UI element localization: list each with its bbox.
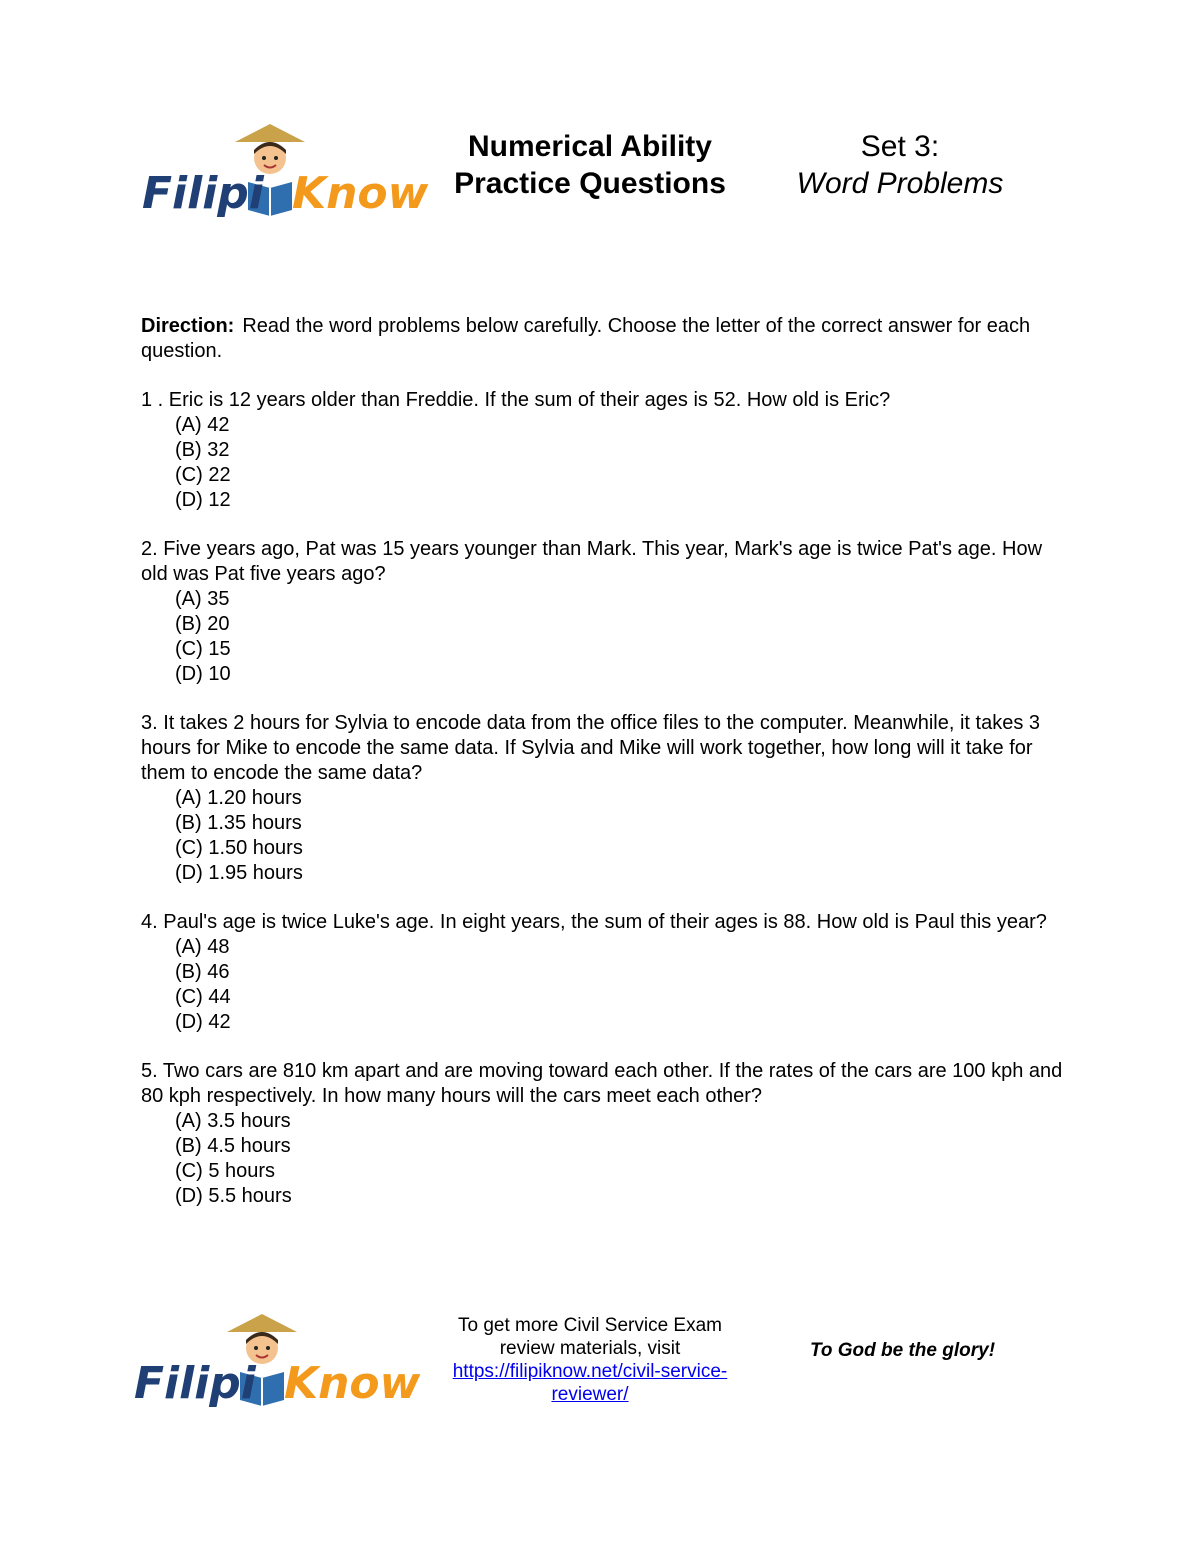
footer-tagline: To God be the glory! xyxy=(809,1340,996,1361)
question-3 xyxy=(141,711,1066,886)
choice-b: (B) 1.35 hours xyxy=(175,812,302,834)
choice-b: (B) 46 xyxy=(175,961,230,983)
filipiknow-logo xyxy=(140,120,429,220)
direction-text: Read the word problems below carefully. Choose the letter of the correct answer for each question. xyxy=(141,315,1031,362)
choice-a: (A) 48 xyxy=(175,936,230,958)
set-heading xyxy=(780,128,1020,202)
choice-d: (D) 10 xyxy=(175,663,231,685)
question-text: 1 . Eric is 12 years older than Freddie. If the sum of their ages is 52. How old is Eric? xyxy=(141,389,891,411)
choice-c: (C) 5 hours xyxy=(175,1160,276,1182)
choice-b: (B) 20 xyxy=(175,613,230,635)
reviewer-link-line-2[interactable]: reviewer/ xyxy=(551,1384,629,1405)
question-text: 2. Five years ago, Pat was 15 years younger than Mark. This year, Mark's age is twice Pat's age. How old was Pat five years ago? xyxy=(141,538,1043,585)
choice-c: (C) 15 xyxy=(175,638,231,660)
footer-line-2: review materials, visit xyxy=(499,1338,681,1359)
title-line-1: Numerical Ability xyxy=(468,130,712,163)
svg-text:Filipi: Filipi xyxy=(134,1358,256,1409)
choice-d: (D) 42 xyxy=(175,1011,231,1033)
svg-text:Know: Know xyxy=(284,1358,421,1409)
choice-a: (A) 42 xyxy=(175,414,230,436)
choice-a: (A) 35 xyxy=(175,588,230,610)
choice-c: (C) 22 xyxy=(175,464,231,486)
choice-b: (B) 32 xyxy=(175,439,230,461)
choice-b: (B) 4.5 hours xyxy=(175,1135,291,1157)
reviewer-link[interactable] xyxy=(445,1360,735,1406)
footer-promo xyxy=(445,1314,735,1406)
page-title xyxy=(430,128,750,202)
choice-c: (C) 44 xyxy=(175,986,231,1008)
question-text: 3. It takes 2 hours for Sylvia to encode data from the office files to the computer. Meanwhile, it takes 3 hours for Mike to encode the same data. If Sylvia and Mike will work together, how long will it take for them to encode the same data? xyxy=(141,712,1040,784)
document-body xyxy=(141,314,1066,1233)
reviewer-link-line-1[interactable]: https://filipiknow.net/civil-service- xyxy=(452,1361,728,1382)
direction xyxy=(141,314,1066,364)
choice-list xyxy=(141,935,1066,1035)
direction-label: Direction: xyxy=(141,315,235,337)
question-text: 5. Two cars are 810 km apart and are moving toward each other. If the rates of the cars are 100 kph and 80 kph respectively. In how many hours will the cars meet each other? xyxy=(141,1060,1063,1107)
question-5 xyxy=(141,1059,1066,1209)
question-1 xyxy=(141,388,1066,513)
choice-d: (D) 5.5 hours xyxy=(175,1185,292,1207)
choice-a: (A) 1.20 hours xyxy=(175,787,302,809)
title-line-2: Practice Questions xyxy=(454,167,726,200)
choice-d: (D) 12 xyxy=(175,489,231,511)
choice-list xyxy=(141,1109,1066,1209)
question-2 xyxy=(141,537,1066,687)
filipiknow-logo xyxy=(132,1310,421,1410)
set-label: Set 3: xyxy=(860,130,940,163)
question-text: 4. Paul's age is twice Luke's age. In eight years, the sum of their ages is 88. How old is Paul this year? xyxy=(141,911,1047,933)
choice-a: (A) 3.5 hours xyxy=(175,1110,291,1132)
footer-line-1: To get more Civil Service Exam xyxy=(458,1315,722,1336)
choice-d: (D) 1.95 hours xyxy=(175,862,303,884)
set-subtitle: Word Problems xyxy=(796,167,1004,200)
choice-list xyxy=(141,413,1066,513)
question-4 xyxy=(141,910,1066,1035)
svg-text:Know: Know xyxy=(292,168,429,219)
choice-list xyxy=(141,786,1066,886)
svg-text:Filipi: Filipi xyxy=(142,168,264,219)
choice-list xyxy=(141,587,1066,687)
choice-c: (C) 1.50 hours xyxy=(175,837,303,859)
